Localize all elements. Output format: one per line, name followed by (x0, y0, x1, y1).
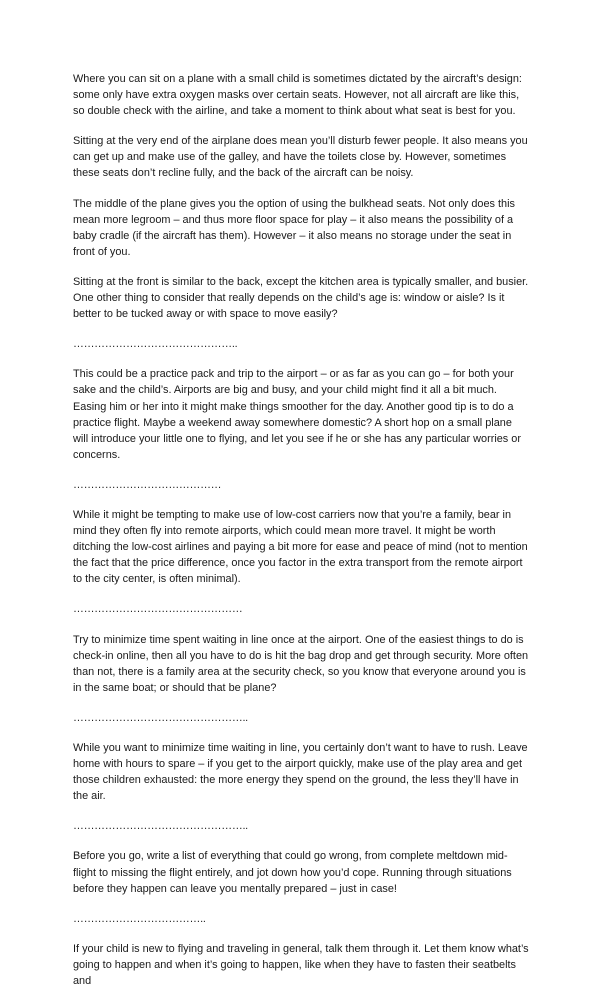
paragraph-waiting-in-line: Try to minimize time spent waiting in line once at the airport. One of the easiest things to do is check-in online, then all you have to do is hit the bag drop and get through security. More often than not, there is a family area at the security check, so you know that everyone around you is in the same boat; or should that be plane? (73, 633, 529, 694)
paragraph-seat-choice: Where you can sit on a plane with a small child is sometimes dictated by the aircraft’s design: some only have extra oxygen masks over certain seats. However, not all aircraft are like this, so double check with the airline, and take a moment to think about what seat is best for you. (73, 73, 522, 118)
paragraph-back-seats: Sitting at the very end of the airplane does mean you’ll disturb fewer people. It also means you can get up and make use of the galley, and have the toilets close by. However, sometimes these seats don’t recline fully, and the back of the aircraft can be noisy. (73, 135, 528, 180)
paragraph-contingency-list: Before you go, write a list of everything that could go wrong, from complete meltdown mid-flight to missing the flight entirely, and jot down how you’d cope. Running through situations before they happen can leave you mentally prepared – just in case! (73, 850, 512, 895)
paragraph-front-seats: Sitting at the front is similar to the back, except the kitchen area is typically smaller, and busier. One other thing to consider that really depends on the child’s age is: window or aisle? Is it better to be tucked away or with space to move easily? (73, 275, 529, 321)
paragraph-leave-early: While you want to minimize time waiting in line, you certainly don’t want to have to rush. Leave home with hours to spare – if you get to the airport quickly, make use of the play area and get those children exhausted: the more energy they spend on the ground, the less they’ll have in the air. (73, 742, 528, 803)
paragraph-low-cost-carriers: While it might be tempting to make use of low-cost carriers now that you’re a family, bear in mind they often fly into remote airports, which could mean more travel. It might be worth ditching the low-cost airlines and paying a bit more for ease and peace of mind (not to mention the fact that the price difference, once you factor in the extra transport from the remote airport to the city center, is often minimal). (73, 508, 528, 586)
paragraph-middle-seats: The middle of the plane gives you the option of using the bulkhead seats. Not only does this mean more legroom – and thus more floor space for play – it also means the possibility of a baby cradle (if the aircraft has them). However – it also means no storage under the seat in front of you. (73, 197, 515, 258)
paragraph-talk-through: If your child is new to flying and traveling in general, talk them through it. Let them know what’s going to happen and when it’s going to happen, like when they have to fasten their seatbelts and (73, 942, 529, 988)
dotted-separator: ………………………………………….. (73, 711, 248, 724)
paragraph-practice-trip: This could be a practice pack and trip to the airport – or as far as you can go – for both your sake and the child’s. Airports are big and busy, and your child might find it all a bit much. Easing him or her into it might make things smoother for the day. Another good tip is to do a practice flight. Maybe a weekend away somewhere domestic? A short hop on a small plane will introduce your little one to flying, and let you see if he or she has any particular worries or concerns. (73, 368, 521, 461)
dotted-separator: ………………………………………… (73, 603, 243, 616)
dotted-separator: ……………………………………….. (73, 338, 238, 351)
dotted-separator: ………………………………………….. (73, 820, 248, 833)
dotted-separator: …………………………………… (73, 478, 222, 491)
dotted-separator: ……………………………….. (73, 912, 206, 925)
